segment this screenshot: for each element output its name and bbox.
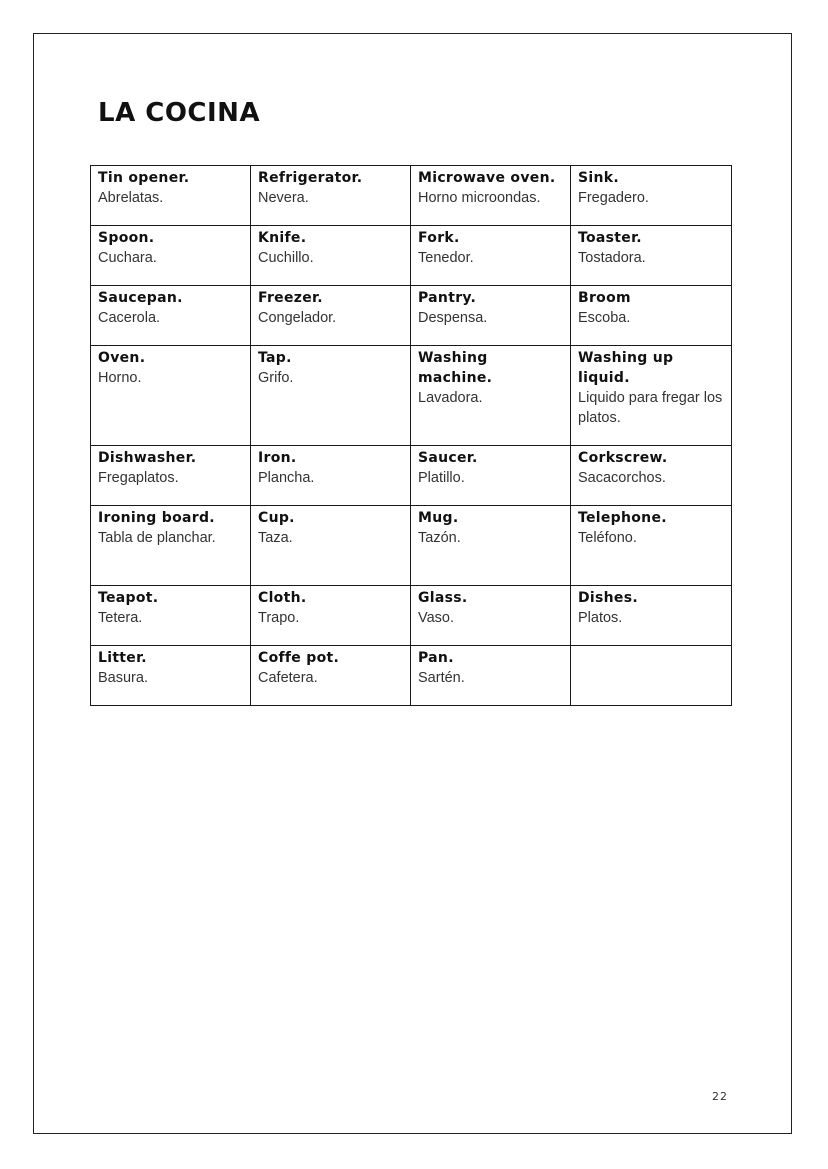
english-term: Tin opener. xyxy=(98,170,190,186)
spanish-term: Cafetera. xyxy=(258,670,318,686)
english-term: Washing machine. xyxy=(418,350,493,386)
english-term: Iron. xyxy=(258,450,297,466)
spanish-term: Tetera. xyxy=(98,610,143,626)
spanish-term: Horno. xyxy=(98,370,142,386)
english-term: Spoon. xyxy=(98,230,155,246)
spanish-term: Teléfono. xyxy=(578,530,637,546)
spanish-term: Taza. xyxy=(258,530,293,546)
spanish-term: Escoba. xyxy=(578,310,631,326)
english-term: Tap. xyxy=(258,350,292,366)
english-term: Saucepan. xyxy=(98,290,183,306)
english-term: Pan. xyxy=(418,650,454,666)
english-term: Dishwasher. xyxy=(98,450,197,466)
english-term: Pantry. xyxy=(418,290,477,306)
spanish-term: Grifo. xyxy=(258,370,294,386)
table-row xyxy=(91,646,732,706)
spanish-term: Congelador. xyxy=(258,310,337,326)
table-cell xyxy=(571,506,732,586)
english-term: Microwave oven. xyxy=(418,170,556,186)
english-term: Cup. xyxy=(258,510,295,526)
spanish-term: Platillo. xyxy=(418,470,465,486)
english-term: Glass. xyxy=(418,590,468,606)
spanish-term: Platos. xyxy=(578,610,623,626)
table-row xyxy=(91,446,732,506)
spanish-term: Fregaplatos. xyxy=(98,470,179,486)
table-cell xyxy=(251,286,411,346)
spanish-term: Vaso. xyxy=(418,610,455,626)
spanish-term: Fregadero. xyxy=(578,190,649,206)
spanish-term: Trapo. xyxy=(258,610,300,626)
vocabulary-table xyxy=(90,165,732,706)
english-term: Freezer. xyxy=(258,290,323,306)
english-term: Knife. xyxy=(258,230,307,246)
table-cell xyxy=(411,346,571,446)
table-cell xyxy=(91,446,251,506)
english-term: Broom xyxy=(578,290,631,306)
page-number: 22 xyxy=(712,1090,728,1103)
table-cell xyxy=(91,226,251,286)
english-term: Telephone. xyxy=(578,510,667,526)
table-cell xyxy=(251,166,411,226)
spanish-term: Liquido para fregar los platos. xyxy=(578,390,723,426)
empty-cell xyxy=(571,646,732,706)
table-cell xyxy=(91,646,251,706)
table-row xyxy=(91,506,732,586)
table-cell xyxy=(411,586,571,646)
english-term: Litter. xyxy=(98,650,147,666)
table-cell xyxy=(251,586,411,646)
english-term: Oven. xyxy=(98,350,146,366)
table-row xyxy=(91,586,732,646)
english-term: Mug. xyxy=(418,510,459,526)
table-row xyxy=(91,286,732,346)
english-term: Refrigerator. xyxy=(258,170,363,186)
spanish-term: Plancha. xyxy=(258,470,315,486)
table-cell xyxy=(251,226,411,286)
spanish-term: Tenedor. xyxy=(418,250,474,266)
table-cell xyxy=(411,166,571,226)
table-cell xyxy=(411,446,571,506)
table-cell xyxy=(411,506,571,586)
spanish-term: Sacacorchos. xyxy=(578,470,666,486)
table-cell xyxy=(571,586,732,646)
table-cell xyxy=(411,286,571,346)
table-cell xyxy=(251,506,411,586)
english-term: Fork. xyxy=(418,230,460,246)
spanish-term: Cuchara. xyxy=(98,250,157,266)
spanish-term: Nevera. xyxy=(258,190,309,206)
table-cell xyxy=(251,446,411,506)
table-cell xyxy=(411,226,571,286)
spanish-term: Despensa. xyxy=(418,310,488,326)
english-term: Sink. xyxy=(578,170,619,186)
english-term: Toaster. xyxy=(578,230,642,246)
spanish-term: Tazón. xyxy=(418,530,461,546)
table-cell xyxy=(91,506,251,586)
english-term: Teapot. xyxy=(98,590,159,606)
table-cell xyxy=(571,346,732,446)
spanish-term: Cacerola. xyxy=(98,310,161,326)
spanish-term: Lavadora. xyxy=(418,390,483,406)
spanish-term: Tabla de planchar. xyxy=(98,530,216,546)
table-cell xyxy=(411,646,571,706)
english-term: Saucer. xyxy=(418,450,478,466)
spanish-term: Basura. xyxy=(98,670,148,686)
table-cell xyxy=(571,446,732,506)
table-cell xyxy=(571,166,732,226)
english-term: Corkscrew. xyxy=(578,450,668,466)
table-row xyxy=(91,226,732,286)
page-title: LA COCINA xyxy=(98,98,261,128)
english-term: Ironing board. xyxy=(98,510,215,526)
table-cell xyxy=(571,226,732,286)
table-cell xyxy=(251,646,411,706)
spanish-term: Cuchillo. xyxy=(258,250,314,266)
table-cell xyxy=(571,286,732,346)
table-cell xyxy=(91,166,251,226)
spanish-term: Sartén. xyxy=(418,670,465,686)
table-row xyxy=(91,166,732,226)
table-cell xyxy=(91,346,251,446)
english-term: Coffe pot. xyxy=(258,650,340,666)
table-cell xyxy=(91,286,251,346)
spanish-term: Tostadora. xyxy=(578,250,646,266)
spanish-term: Horno microondas. xyxy=(418,190,541,206)
table-cell xyxy=(251,346,411,446)
english-term: Dishes. xyxy=(578,590,638,606)
table-row xyxy=(91,346,732,446)
table-cell xyxy=(91,586,251,646)
english-term: Washing up liquid. xyxy=(578,350,674,386)
english-term: Cloth. xyxy=(258,590,307,606)
spanish-term: Abrelatas. xyxy=(98,190,164,206)
